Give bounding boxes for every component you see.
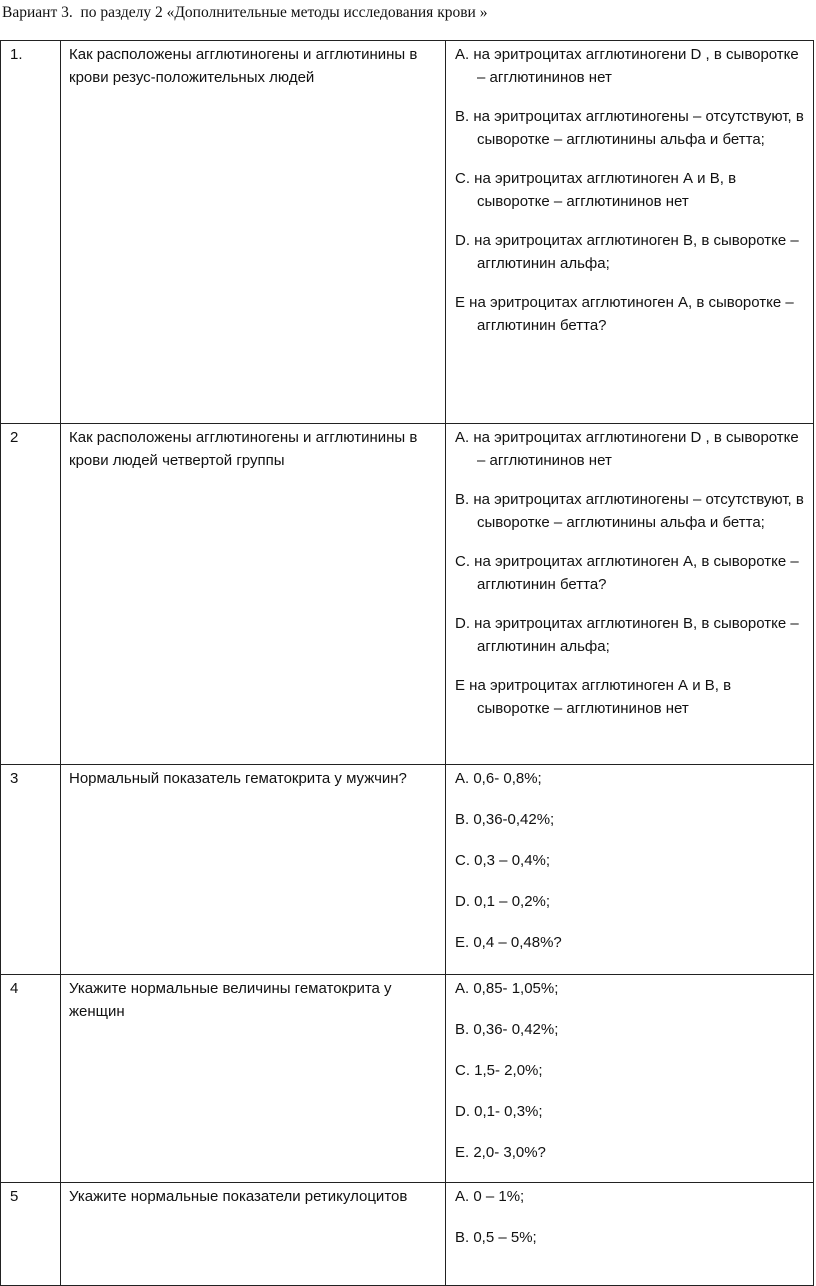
answer-options: [446, 424, 814, 765]
question-row: [1, 765, 814, 975]
question-row: [1, 424, 814, 765]
answer-option: C. на эритроцитах агглютиноген А и В, в сыворотке – агглютининов нет: [455, 170, 737, 210]
answer-option: D. 0,1- 0,3%;: [455, 1103, 543, 1120]
answer-option: A. 0 – 1%;: [455, 1188, 525, 1205]
answer-option: E на эритроцитах агглютиноген А и В, в сыворотке – агглютининов нет: [455, 677, 732, 717]
answer-option: E. 0,4 – 0,48%?: [455, 934, 562, 951]
question-text: Укажите нормальные показатели ретикулоцитов: [61, 1183, 446, 1286]
question-row: [1, 41, 814, 424]
answer-option: C. 1,5- 2,0%;: [455, 1062, 543, 1079]
answer-option: C. на эритроцитах агглютиноген А, в сыворотке – агглютинин бетта?: [455, 553, 799, 593]
answer-option: D. 0,1 – 0,2%;: [455, 893, 551, 910]
question-row: [1, 975, 814, 1183]
answer-option: A. на эритроцитах агглютиногени D , в сыворотке – агглютининов нет: [455, 429, 799, 469]
answer-options: [446, 765, 814, 975]
question-text: Как расположены агглютиногены и агглютинины в крови людей четвертой группы: [61, 424, 446, 765]
answer-option: C. 0,3 – 0,4%;: [455, 852, 551, 869]
question-number: 5: [1, 1183, 61, 1286]
page-title: Вариант 3. по разделу 2 «Дополнительные методы исследования крови »: [2, 4, 488, 21]
answer-option: A. 0,6- 0,8%;: [455, 770, 542, 787]
question-text: Укажите нормальные величины гематокрита у женщин: [61, 975, 446, 1183]
answer-options: [446, 41, 814, 424]
answer-option: B. на эритроцитах агглютиногены – отсутствуют, в сыворотке – агглютинины альфа и бетта;: [455, 491, 804, 531]
answer-option: B. 0,36-0,42%;: [455, 811, 555, 828]
question-text: Как расположены агглютиногены и агглютинины в крови резус-положительных людей: [61, 41, 446, 424]
answer-option: A. на эритроцитах агглютиногени D , в сыворотке – агглютининов нет: [455, 46, 799, 86]
answer-options: [446, 975, 814, 1183]
question-number: 4: [1, 975, 61, 1183]
answer-option: D. на эритроцитах агглютиноген В, в сыворотке – агглютинин альфа;: [455, 615, 799, 655]
answer-option: D. на эритроцитах агглютиноген В, в сыворотке – агглютинин альфа;: [455, 232, 799, 272]
question-number: 2: [1, 424, 61, 765]
question-number: 1.: [1, 41, 61, 424]
answer-option: A. 0,85- 1,05%;: [455, 980, 559, 997]
answer-option: E на эритроцитах агглютиноген А, в сыворотке – агглютинин бетта?: [455, 294, 794, 334]
question-number: 3: [1, 765, 61, 975]
questions-table: [0, 40, 814, 1286]
question-text: Нормальный показатель гематокрита у мужчин?: [61, 765, 446, 975]
answer-option: B. на эритроцитах агглютиногены – отсутствуют, в сыворотке – агглютинины альфа и бетта;: [455, 108, 804, 148]
question-row: [1, 1183, 814, 1286]
answer-option: E. 2,0- 3,0%?: [455, 1144, 546, 1161]
answer-options: [446, 1183, 814, 1286]
answer-option: B. 0,5 – 5%;: [455, 1229, 537, 1246]
answer-option: B. 0,36- 0,42%;: [455, 1021, 559, 1038]
